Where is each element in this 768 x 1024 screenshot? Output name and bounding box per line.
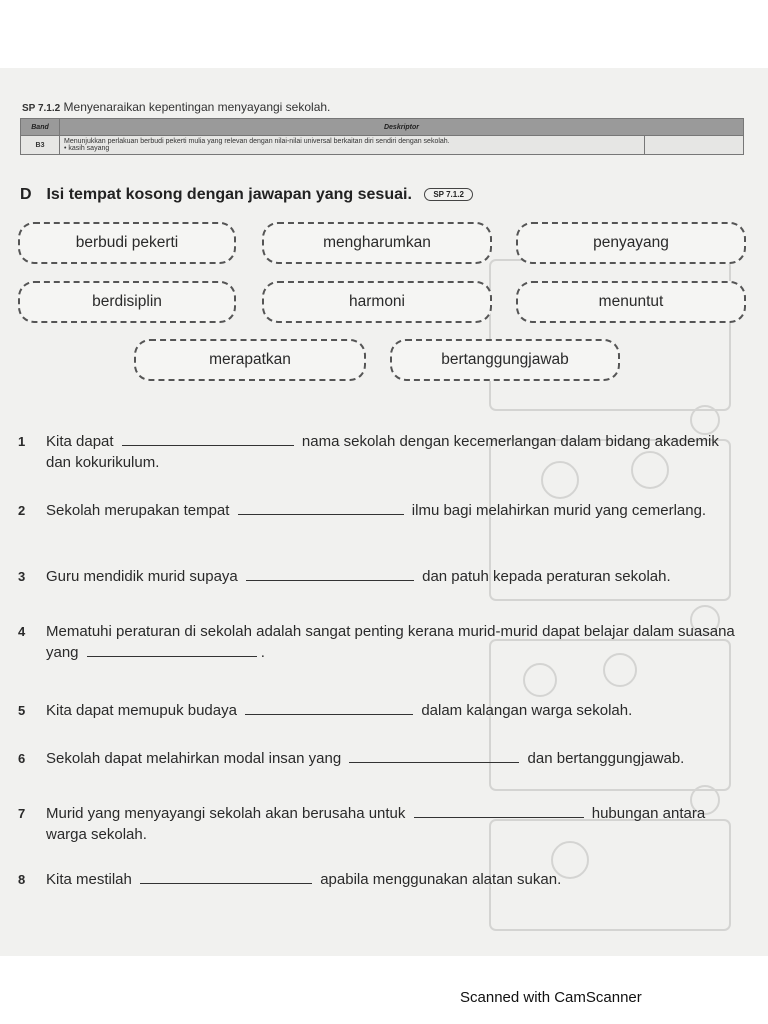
question-2 [18,500,744,521]
question-text-after: ilmu bagi melahirkan murid yang cemerlang. [411,502,707,519]
answer-blank[interactable] [245,700,413,715]
question-number: 6 [18,751,26,766]
descriptor-cell [60,136,645,155]
band-value: B3 [21,136,60,155]
question-text-before: Sekolah merupakan tempat [46,502,230,519]
question-text-after: . [260,644,265,661]
answer-blank[interactable] [87,642,257,657]
question-number: 8 [18,872,26,887]
question-number: 1 [18,434,26,449]
sp-title: Menyenaraikan kepentingan menyayangi sekolah. [63,100,331,114]
question-text-before: Kita mestilah [46,871,132,888]
answer-blank[interactable] [122,431,294,446]
section-heading [20,186,473,204]
question-text-before: Guru mendidik murid supaya [46,568,238,585]
word-bank-item: berbudi pekerti [18,222,236,264]
answer-blank[interactable] [140,869,312,884]
question-6 [18,748,744,769]
question-text-after: apabila menggunakan alatan sukan. [320,871,562,888]
answer-blank[interactable] [238,500,404,515]
descriptor-line-2: • kasih sayang [64,145,110,152]
word-bank-item: mengharumkan [262,222,492,264]
question-text-before: Sekolah dapat melahirkan modal insan yang [46,750,342,767]
question-4 [18,621,744,663]
question-1 [18,431,744,473]
question-number: 5 [18,703,26,718]
word-bank-item: berdisiplin [18,281,236,323]
answer-blank[interactable] [349,748,519,763]
descriptor-empty-cell [645,136,744,155]
section-instruction: Isi tempat kosong dengan jawapan yang sesuai. [46,186,412,203]
word-bank-item: bertanggungjawab [390,339,620,381]
question-number: 3 [18,569,26,584]
descriptor-table [20,118,744,155]
sp-header [22,100,330,114]
question-text-before: Kita dapat memupuk budaya [46,702,237,719]
descriptor-header: Deskriptor [60,119,744,136]
band-header: Band [21,119,60,136]
question-text-after: nama sekolah dengan kecemerlangan dalam bidang akademik dan kokurikulum. [46,433,719,471]
scanner-footer: Scanned with CamScanner [460,989,642,1006]
sp-badge: SP 7.1.2 [424,188,473,201]
question-5 [18,700,744,721]
word-bank-item: menuntut [516,281,746,323]
question-number: 4 [18,624,26,639]
sp-code: SP 7.1.2 [22,103,61,114]
question-text-before: Mematuhi peraturan di sekolah adalah sangat penting kerana murid-murid dapat belajar dalam suasana yang [46,623,735,661]
descriptor-line-1: Menunjukkan perlakuan berbudi pekerti mulia yang relevan dengan nilai-nilai universal berkaitan diri sendiri dengan sekolah. [64,138,450,145]
question-text-after: dan patuh kepada peraturan sekolah. [422,568,671,585]
question-number: 2 [18,503,26,518]
question-8 [18,869,744,890]
answer-blank[interactable] [414,803,584,818]
word-bank-item: merapatkan [134,339,366,381]
word-bank-item: penyayang [516,222,746,264]
answer-blank[interactable] [246,566,414,581]
question-text-after: hubungan antara warga sekolah. [46,805,706,843]
question-text-after: dalam kalangan warga sekolah. [421,702,633,719]
question-text-before: Kita dapat [46,433,114,450]
word-bank-item: harmoni [262,281,492,323]
section-letter: D [20,186,32,203]
question-3 [18,566,744,587]
question-number: 7 [18,806,26,821]
question-text-after: dan bertanggungjawab. [527,750,685,767]
question-7 [18,803,744,845]
question-text-before: Murid yang menyayangi sekolah akan berusaha untuk [46,805,406,822]
